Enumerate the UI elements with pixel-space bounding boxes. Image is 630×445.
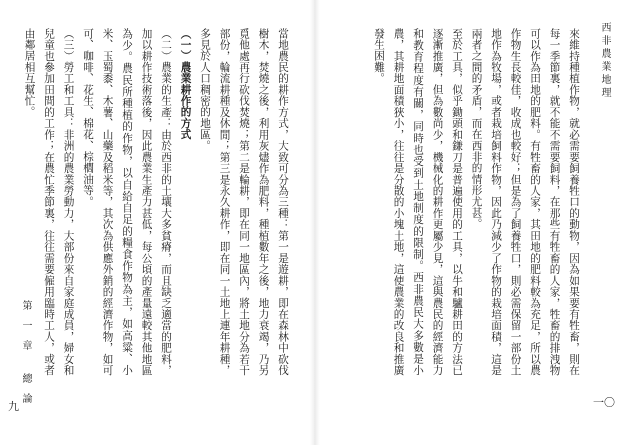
right-page-body (333, 28, 583, 376)
right-page (315, 0, 630, 445)
running-head: 西非農業地理 (599, 22, 610, 100)
page-number: 一〇 (593, 396, 615, 409)
running-head: 第一章 總論 (20, 300, 31, 414)
paragraph: （二）農業的生產：由於西非的土壤大多貧瘠，而且缺乏適當的肥料，加以耕作技術落後，因此農業生產力甚低，每公頃的產量遠較其他地區為少。農民所種植的作物，以自給自足的糧食作物為主，如高粱、小米、玉蜀黍、木薯、山藥及稻米等，其次為供應外銷的經濟作物，如可可、咖啡、花生、棉花、棕櫚油等。 (82, 28, 172, 376)
page-number: 九 (8, 400, 19, 413)
paragraph: 來維持種植作物，就必需要飼養牲口的動物，因為如果要有牲畜，則在每一季節裏，就不能不需要飼料，在那些有牲畜的人家，牲畜的排洩物可以作為田地的肥料。有牲畜的人家，其田地的肥料較為充足，所以農作物生長較佳，收成也較好；但是為了飼養牲口，則必需保留一部份土地作為牧場，或者栽培飼料作物，因此乃減少了作物的栽培面積，這是兩者之間的矛盾，而在西非的情形尤甚。 (470, 28, 580, 376)
paragraph: 當地農民的耕作方式，大致可分為三種：第一是遊耕，即在森林中砍伐樹木，焚燒之後，利用灰燼作為肥料，種植數年之後，地力衰竭，乃另覓他處再行砍伐焚燒；第二是輪耕，即在同一地區內，將土地分為若干部份，輪流耕種及休閒；第三是永久耕作，即在同一土地上連年耕種，多見於人口稠密的地區。 (199, 28, 289, 376)
section-title: （一）農業耕作的方式 (179, 28, 192, 140)
paragraph: （三）勞工和工具：非洲的農業勞動力，大部份來自家庭成員，婦女和兒童也參加田間的工作；在農忙季節裏，往往需要僱用臨時工人，或者由鄰居相互幫忙。 (23, 28, 75, 376)
left-page-body (23, 28, 292, 376)
paragraph: 至於工具，似乎鋤頭和鎌刀是普遍使用的工具，以牛和驢耕田的方法已逐漸推廣，但為數尚少，機械化的耕作更屬少見，這與農民的經濟能力和教育程度有關，同時也受到土地制度的限制。西非農民大多數是小農，其耕地面積狹小，往往是分散的小塊土地，這使農業的改良和推廣發生困難。 (373, 28, 463, 376)
